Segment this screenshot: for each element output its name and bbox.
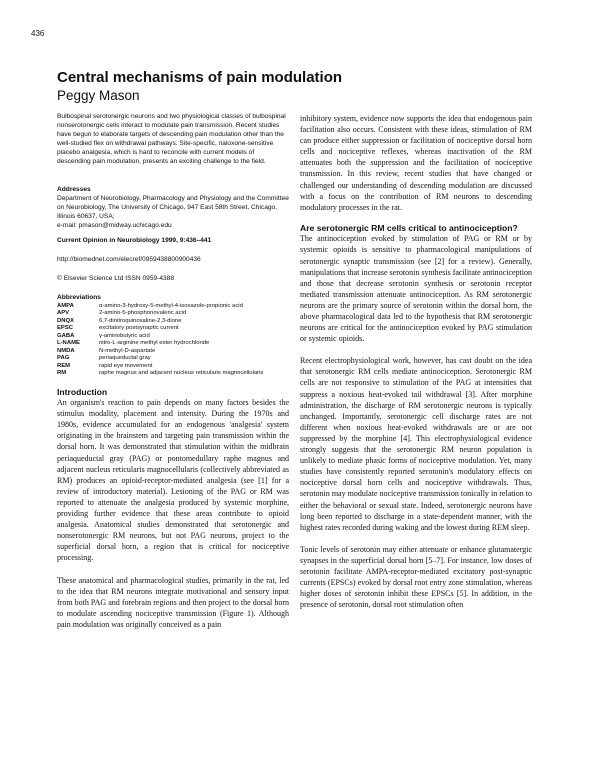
abbreviation-definition: excitatory postsynaptic current xyxy=(99,325,179,332)
abbreviation-definition: periaqueductal gray xyxy=(99,355,151,362)
abbreviation-term: APV xyxy=(57,310,70,317)
introduction-paragraph-2: These anatomical and pharmacological studies, primarily in the rat, led to the idea that RM neurons integrate motivational and sensory input from both PAG and forebrain regions and then project to the dorsal horn to modulate ascending nociceptive transmission (Figure 1). Although pain modulation was originally conceived as a pain xyxy=(57,575,289,629)
table-row xyxy=(57,325,263,333)
left-column xyxy=(57,113,289,630)
abbreviation-term: AMPA xyxy=(57,302,74,309)
journal-citation: Current Opinion in Neurobiology 1999, 9:436–441 xyxy=(57,236,212,244)
abbreviation-definition: 6,7-dinitroquinoxaline-2,3-dione xyxy=(99,317,182,324)
abbreviation-definition: N-methyl-D-aspartate xyxy=(99,347,156,354)
author-email: e-mail: pmason@midway.uchicago.edu xyxy=(57,222,172,230)
table-row xyxy=(57,318,263,326)
abbreviations-heading: Abbreviations xyxy=(57,293,101,301)
abbreviation-term: L-NAME xyxy=(57,340,80,347)
body-paragraph-4: Tonic levels of serotonin may either attenuate or enhance glutamatergic synapses in the superficial dorsal horn [5–7]. For instance, low doses of serotonin facilitate AMPA-receptor-mediated excitatory post-synaptic currents (EPSCs) evoked by dorsal root entry zone stimulation, whereas higher doses of serotonin inhibit these EPSCs [5]. In addition, in the presence of serotonin, dorsal root stimulation often xyxy=(300,544,532,610)
article-author: Peggy Mason xyxy=(57,88,140,103)
addresses-heading: Addresses xyxy=(57,186,91,194)
abbreviation-definition: nitro-L-arginine methyl ester hydrochloride xyxy=(99,340,210,347)
body-paragraph-1: inhibitory system, evidence now supports the idea that endogenous pain facilitation also occurs. Consistent with these ideas, stimulation of RM can produce either suppression or facilitation of nociceptive dorsal horn cells and nociceptive reflexes, whereas inactivation of the RM attenuates both the suppression and the facilitation of nociceptive transmission. In this review, recent studies that have changed or challenged our understanding of descending modulation are discussed with a focus on the contribution of RM neurons to descending modulatory processes in the rat. xyxy=(300,114,532,212)
abbreviation-term: DNQX xyxy=(57,317,75,324)
table-row xyxy=(57,310,263,318)
abbreviation-term: PAG xyxy=(57,355,70,362)
abbreviation-term: NMDA xyxy=(57,347,75,354)
table-row xyxy=(57,333,263,341)
abbreviation-term: EPSC xyxy=(57,325,74,332)
abbreviation-term: GABA xyxy=(57,332,75,339)
abstract: Bulbospinal serotonergic neurons and two physiological classes of bulbospinal nonserotonergic cells interact to modulate pain transmission. Recent studies have begun to elaborate targets of descending pain modulation other than the well-studied flex on withdrawal pathways. Site-specific, naloxone-sensitive placebo analgesia, which is hard to reconcile with current models of descending pain modulation, presents an exciting challenge to the field. xyxy=(57,113,286,165)
abbreviation-definition: rapid eye movement xyxy=(99,362,153,369)
abbreviation-definition: 2-amino-5-phosphonovaleric acid xyxy=(99,310,187,317)
page-number: 436 xyxy=(31,29,45,38)
abbreviation-definition: raphe magnus and adjacent nucleus reticularis magnocellularis xyxy=(99,370,264,377)
addresses-text: Department of Neurobiology, Pharmacology and Physiology and the Committee on Neurobiology, The University of Chicago, 947 East 58th Street, Chicago, Illinois 60637, USA; xyxy=(57,195,289,221)
introduction-heading: Introduction xyxy=(57,386,108,397)
table-row xyxy=(57,348,263,356)
right-column xyxy=(300,113,532,610)
table-row xyxy=(57,303,263,311)
introduction-paragraph-1: An organism's reaction to pain depends on many factors besides the stimulus modality, placement and intensity. During the 1970s and 1980s, evidence accumulated for an endogenous 'analgesia' system originating in the brainstem and targeting pain transmission within the dorsal horn. It was demonstrated that stimulation within the midbrain periaqueductal gray (PAG) or pontomedullary raphe magnus and adjacent nucleus reticularis magnocellularis (collectively abbreviated as RM) produces an opioid-receptor-mediated analgesia (see [1] for a review of introductory material). Lesioning of the PAG or RM was reported to attenuate the analgesia produced by systemic morphine, providing further evidence that these areas contribute to opioid analgesia. Anatomical studies demonstrated that serotonergic and nonserotonergic RM neurons, but not PAG neurons, project to the superficial dorsal horn, a region that is critical for nociceptive processing. xyxy=(57,398,289,563)
body-paragraph-2: The antinociception evoked by stimulation of PAG or RM or by systemic opioids is sensitive to pharmacological manipulations of serotonergic synaptic transmission (see [2] for a review). Generally, manipulations that increase serotonin synthesis facilitate antinociception and those that decrease serotonin synthesis or serotonin receptor mediated transmission attenuate antinociception. As RM serotonergic neurons are the primary source of serotonin within the dorsal horn, the above pharmacological data led to the hypothesis that RM serotonergic neurons are critical for the antinociception evoked by PAG stimulation or systemic opioids. xyxy=(300,234,532,344)
body-paragraph-3: Recent electrophysiological work, however, has cast doubt on the idea that serotonergic RM cells mediate antinociception. Serotonergic RM cells are not responsive to stimulation of the PAG at intensities that suppress a noxious heat-evoked tail withdrawal [3]. After morphine administration, the discharge of RM serotonergic neurons is typically unchanged. Importantly, serotonergic cell discharge rates are not different when noxious heat-evoked withdrawals are or are not suppressed by the morphine [4]. This electrophysiological evidence strongly suggests that the serotonergic RM neuron population is unlikely to mediate phasic forms of nociceptive modulation. Yet, many studies have consistently reported serotonin's modulatory effects on nociceptive dorsal horn cells and nociceptive withdrawals. Thus, serotonin may modulate nociceptive transmission tonically in relation to either the behavioral or sexual state. Indeed, serotonergic neurons have long been reported to discharge in a state-dependent manner, with the highest rates recorded during waking and the lowest during REM sleep. xyxy=(300,356,532,532)
abbreviation-definition: α-amino-3-hydroxy-5-methyl-4-isoxazole-propionic acid xyxy=(99,302,243,309)
abbreviation-definition: γ-aminobutyric acid xyxy=(99,332,150,339)
copyright-line: © Elsevier Science Ltd ISSN 0959-4388 xyxy=(57,274,175,282)
abbreviations-table xyxy=(57,303,263,378)
table-row xyxy=(57,363,263,371)
table-row xyxy=(57,370,263,378)
article-title: Central mechanisms of pain modulation xyxy=(57,69,343,86)
table-row xyxy=(57,355,263,363)
article-url[interactable]: http://biomednet.com/elecref/0959438800900436 xyxy=(57,255,201,263)
abbreviation-term: RM xyxy=(57,370,67,377)
abbreviation-term: REM xyxy=(57,362,71,369)
section-heading-serotonergic: Are serotonergic RM cells critical to antinociception? xyxy=(300,222,518,233)
table-row xyxy=(57,340,263,348)
